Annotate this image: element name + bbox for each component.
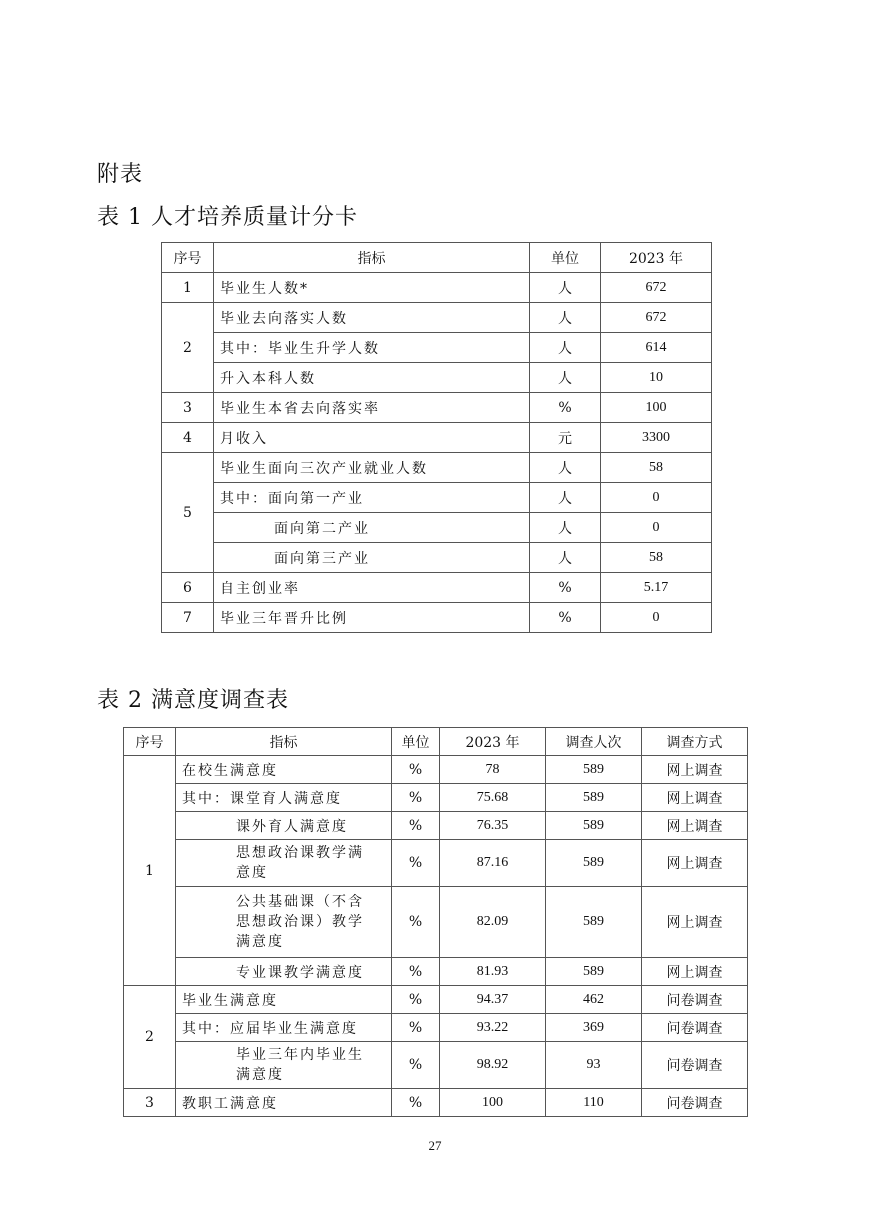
row-value: 58 <box>601 453 712 483</box>
row-value: 5.17 <box>601 573 712 603</box>
row-indicator: 面向第三产业 <box>214 543 530 573</box>
row-value: 93.22 <box>440 1014 546 1042</box>
row-no: 3 <box>162 393 214 423</box>
table-row <box>162 363 712 393</box>
row-unit: % <box>392 840 440 887</box>
table-row <box>124 784 748 812</box>
row-unit: 人 <box>530 363 601 393</box>
row-method: 问卷调查 <box>642 1089 748 1117</box>
table1-title: 表 1 人才培养质量计分卡 <box>97 205 358 230</box>
row-indicator: 毕业生满意度 <box>176 986 392 1014</box>
row-unit: 元 <box>530 423 601 453</box>
row-indicator: 自主创业率 <box>214 573 530 603</box>
row-indicator: 毕业生面向三次产业就业人数 <box>214 453 530 483</box>
header-survey-count: 调查人次 <box>546 728 642 756</box>
header-no: 序号 <box>162 243 214 273</box>
row-no: 6 <box>162 573 214 603</box>
table-row <box>162 573 712 603</box>
row-value: 672 <box>601 273 712 303</box>
row-value: 100 <box>601 393 712 423</box>
row-count: 369 <box>546 1014 642 1042</box>
row-indicator: 毕业去向落实人数 <box>214 303 530 333</box>
row-count: 589 <box>546 840 642 887</box>
row-value: 76.35 <box>440 812 546 840</box>
talent-quality-scorecard-table <box>161 242 712 633</box>
table2-title: 表 2 满意度调查表 <box>97 688 289 713</box>
row-value: 82.09 <box>440 887 546 958</box>
row-value: 98.92 <box>440 1042 546 1089</box>
row-no: 1 <box>124 756 176 986</box>
header-no: 序号 <box>124 728 176 756</box>
row-method: 网上调查 <box>642 812 748 840</box>
table-row <box>124 1042 748 1089</box>
header-indicator: 指标 <box>214 243 530 273</box>
row-value: 58 <box>601 543 712 573</box>
table-header-row <box>162 243 712 273</box>
header-year: 2023 年 <box>601 243 712 273</box>
row-unit: % <box>392 812 440 840</box>
row-unit: % <box>392 784 440 812</box>
table-header-row <box>124 728 748 756</box>
row-unit: % <box>530 573 601 603</box>
row-value: 87.16 <box>440 840 546 887</box>
row-indicator: 其中：毕业生升学人数 <box>214 333 530 363</box>
row-count: 93 <box>546 1042 642 1089</box>
row-indicator: 毕业三年内毕业生 满意度 <box>176 1042 392 1089</box>
row-indicator: 毕业三年晋升比例 <box>214 603 530 633</box>
row-value: 75.68 <box>440 784 546 812</box>
appendix-heading: 附表 <box>97 162 144 187</box>
table-row <box>162 483 712 513</box>
table-row <box>162 513 712 543</box>
row-no: 2 <box>124 986 176 1089</box>
row-indicator: 月收入 <box>214 423 530 453</box>
table-row <box>124 986 748 1014</box>
table-row <box>124 756 748 784</box>
row-indicator: 面向第二产业 <box>214 513 530 543</box>
row-indicator: 公共基础课（不含 思想政治课）教学 满意度 <box>176 887 392 958</box>
table-row <box>162 273 712 303</box>
row-value: 672 <box>601 303 712 333</box>
table-row <box>162 393 712 423</box>
row-count: 589 <box>546 756 642 784</box>
row-method: 问卷调查 <box>642 1042 748 1089</box>
row-method: 网上调查 <box>642 958 748 986</box>
row-unit: 人 <box>530 513 601 543</box>
row-unit: 人 <box>530 453 601 483</box>
table-row <box>162 603 712 633</box>
row-unit: % <box>392 1014 440 1042</box>
header-year: 2023 年 <box>440 728 546 756</box>
row-unit: 人 <box>530 273 601 303</box>
table-row <box>162 333 712 363</box>
table-row <box>162 543 712 573</box>
row-unit: 人 <box>530 483 601 513</box>
row-value: 78 <box>440 756 546 784</box>
table-row <box>162 453 712 483</box>
table-row <box>124 840 748 887</box>
row-value: 0 <box>601 603 712 633</box>
table-row <box>124 887 748 958</box>
row-no: 1 <box>162 273 214 303</box>
row-value: 614 <box>601 333 712 363</box>
row-indicator: 专业课教学满意度 <box>176 958 392 986</box>
row-no: 2 <box>162 303 214 393</box>
table-row <box>124 958 748 986</box>
row-unit: % <box>392 756 440 784</box>
row-value: 10 <box>601 363 712 393</box>
header-unit: 单位 <box>392 728 440 756</box>
row-method: 问卷调查 <box>642 1014 748 1042</box>
row-value: 100 <box>440 1089 546 1117</box>
row-unit: % <box>392 958 440 986</box>
row-value: 0 <box>601 483 712 513</box>
row-method: 网上调查 <box>642 756 748 784</box>
row-method: 网上调查 <box>642 840 748 887</box>
row-value: 3300 <box>601 423 712 453</box>
row-no: 3 <box>124 1089 176 1117</box>
table-row <box>162 423 712 453</box>
row-count: 589 <box>546 958 642 986</box>
row-indicator: 课外育人满意度 <box>176 812 392 840</box>
row-unit: % <box>392 986 440 1014</box>
row-no: 7 <box>162 603 214 633</box>
row-indicator: 升入本科人数 <box>214 363 530 393</box>
row-count: 589 <box>546 887 642 958</box>
row-indicator: 毕业生本省去向落实率 <box>214 393 530 423</box>
header-unit: 单位 <box>530 243 601 273</box>
row-unit: % <box>392 887 440 958</box>
row-indicator: 教职工满意度 <box>176 1089 392 1117</box>
row-method: 网上调查 <box>642 784 748 812</box>
row-value: 0 <box>601 513 712 543</box>
row-method: 网上调查 <box>642 887 748 958</box>
row-no: 4 <box>162 423 214 453</box>
row-no: 5 <box>162 453 214 573</box>
row-value: 81.93 <box>440 958 546 986</box>
header-indicator: 指标 <box>176 728 392 756</box>
row-count: 462 <box>546 986 642 1014</box>
row-unit: % <box>530 603 601 633</box>
row-count: 589 <box>546 812 642 840</box>
table-row <box>162 303 712 333</box>
row-method: 问卷调查 <box>642 986 748 1014</box>
row-indicator: 其中：面向第一产业 <box>214 483 530 513</box>
row-indicator: 毕业生人数* <box>214 273 530 303</box>
row-count: 110 <box>546 1089 642 1117</box>
row-unit: % <box>530 393 601 423</box>
row-unit: % <box>392 1089 440 1117</box>
row-unit: 人 <box>530 543 601 573</box>
table-row <box>124 1089 748 1117</box>
table-row <box>124 812 748 840</box>
satisfaction-survey-table <box>123 727 748 1117</box>
page-number: 27 <box>428 1138 442 1153</box>
row-indicator: 在校生满意度 <box>176 756 392 784</box>
row-indicator: 思想政治课教学满 意度 <box>176 840 392 887</box>
row-unit: % <box>392 1042 440 1089</box>
row-unit: 人 <box>530 303 601 333</box>
row-value: 94.37 <box>440 986 546 1014</box>
header-survey-method: 调查方式 <box>642 728 748 756</box>
row-count: 589 <box>546 784 642 812</box>
table-row <box>124 1014 748 1042</box>
row-indicator: 其中：应届毕业生满意度 <box>176 1014 392 1042</box>
row-indicator: 其中：课堂育人满意度 <box>176 784 392 812</box>
row-unit: 人 <box>530 333 601 363</box>
